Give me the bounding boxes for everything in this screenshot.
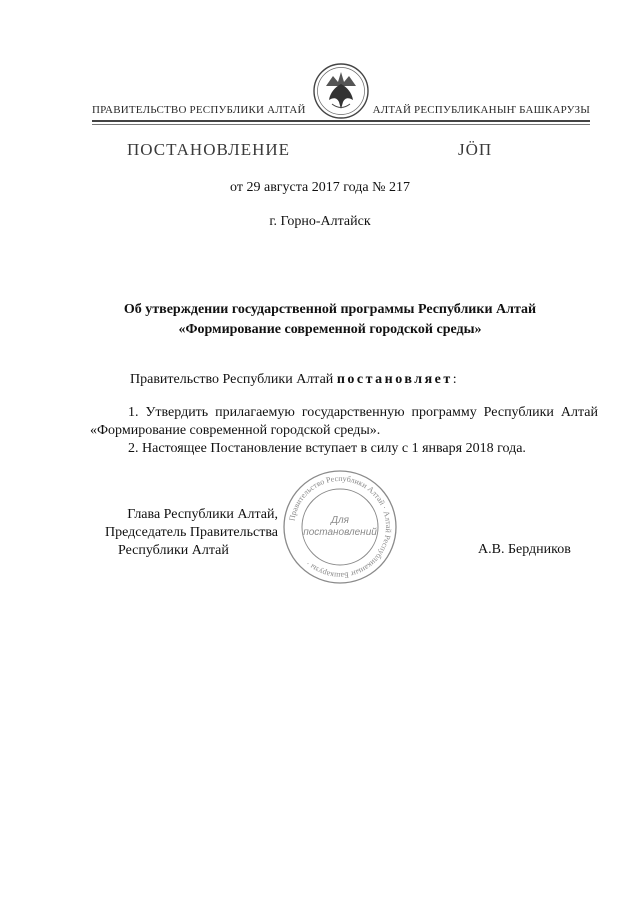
signatory-title-line-2: Председатель Правительства — [105, 525, 278, 540]
document-city: г. Горно-Алтайск — [269, 214, 371, 229]
resolution-items — [90, 404, 598, 458]
title-line-1: Об утверждении государственной программы Республики Алтай — [123, 302, 537, 317]
preamble — [130, 372, 457, 388]
header-right-text: АЛТАЙ РЕСПУБЛИКАНЫҤ БАШКАРУЗЫ — [372, 104, 590, 116]
document-date-number: от 29 августа 2017 года № 217 — [230, 180, 410, 195]
resolution-item-2: 2. Настоящее Постановление вступает в силу с 1 января 2018 года. — [128, 441, 526, 456]
signatory-title-line-1: Глава Республики Алтай, — [127, 507, 278, 522]
header-rule-thick — [92, 120, 590, 122]
signatory-title-line-3: Республики Алтай — [118, 543, 229, 558]
title-line-2: «Формирование современной городской среды» — [178, 322, 482, 337]
preamble-emphasis: постановляет — [336, 372, 453, 387]
header-left-text: ПРАВИТЕЛЬСТВО РЕСПУБЛИКИ АЛТАЙ — [92, 104, 306, 116]
official-stamp — [281, 468, 399, 586]
preamble-lead: Правительство Республики Алтай — [130, 372, 334, 387]
resolution-item-1: 1. Утвердить прилагаемую государственную программу Республики Алтай «Формирование современной городской среды». — [90, 405, 598, 438]
preamble-colon: : — [452, 372, 457, 387]
document-title — [90, 300, 570, 340]
stamp-outer-text: Правительство Республики Алтай · Алтай Республиканыҥ Башкарузы · — [287, 473, 394, 581]
doc-type-altai: JӦП — [458, 140, 493, 159]
signatory-position — [88, 506, 278, 560]
doc-type-russian: ПОСТАНОВЛЕНИЕ — [127, 140, 291, 159]
stamp-center-line-1: Для — [330, 515, 350, 526]
signatory-name: А.В. Бердников — [478, 542, 571, 557]
stamp-center-line-2: постановлений — [303, 527, 377, 538]
header-rule-thin — [92, 124, 590, 125]
government-header — [92, 104, 590, 118]
